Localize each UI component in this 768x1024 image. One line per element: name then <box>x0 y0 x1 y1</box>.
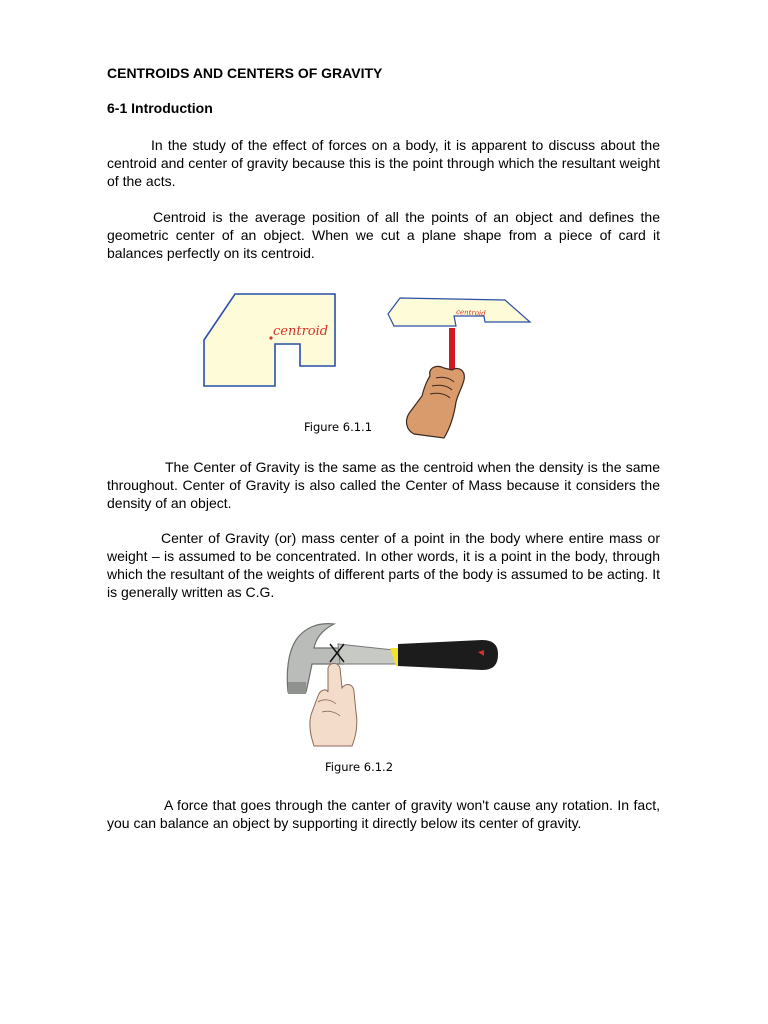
hand-holding-pencil <box>407 366 465 438</box>
paragraph-center-of-gravity: The Center of Gravity is the same as the centroid when the density is the same throughout. Center of Gravity is also called the Center of Mass because it considers the density of an object. <box>107 459 660 511</box>
paragraph-mass-center: Center of Gravity (or) mass center of a point in the body where entire mass or weight – is assumed to be concentrated. In other words, it is a point in the body, through which the resultant of the weights of different parts of the body is assumed to be acting. It is generally written as C.G. <box>107 530 660 600</box>
hammer-shaft <box>338 644 398 664</box>
pencil <box>449 328 455 374</box>
balanced-card-label: centroid <box>455 308 486 318</box>
section-heading: 6-1 Introduction <box>107 100 213 116</box>
hand-balancing-hammer <box>310 664 357 747</box>
figure-6-1-2-illustration <box>282 612 502 750</box>
figure-6-1-2-caption: Figure 6.1.2 <box>325 760 394 774</box>
figure-6-1-1-caption: Figure 6.1.1 <box>304 420 373 434</box>
centroid-label: centroid <box>273 324 329 339</box>
document-title: CENTROIDS AND CENTERS OF GRAVITY <box>107 65 383 81</box>
paragraph-centroid: Centroid is the average position of all the points of an object and defines the geometric center of an object. When we cut a plane shape from a piece of card it balances perfectly on its centroid. <box>107 209 660 261</box>
plane-shape-card <box>204 294 335 386</box>
paragraph-intro: In the study of the effect of forces on a body, it is apparent to discuss about the centroid and center of gravity because this is the point through which the resultant weight of the acts. <box>107 137 660 189</box>
paragraph-force-rotation: A force that goes through the canter of gravity won't cause any rotation. In fact, you can balance an object by supporting it directly below its center of gravity. <box>107 797 660 831</box>
